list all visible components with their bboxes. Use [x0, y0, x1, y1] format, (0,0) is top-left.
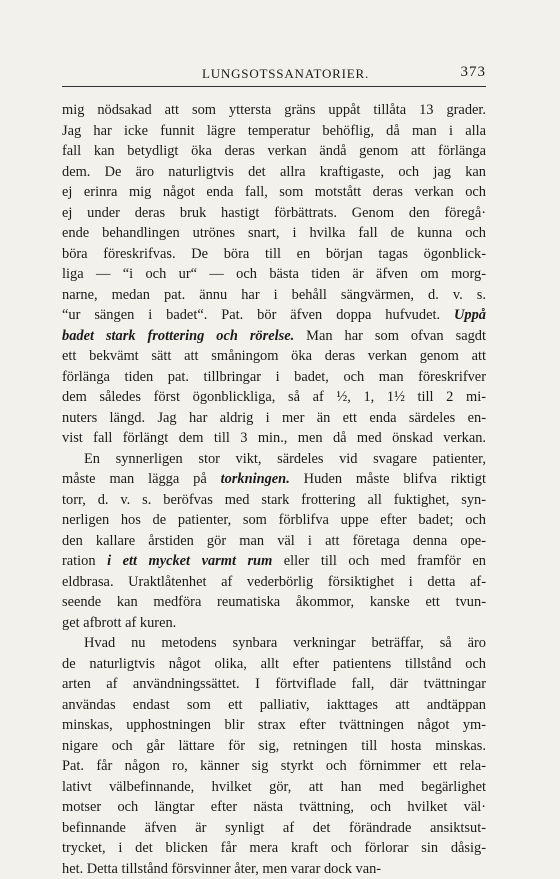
text-line — [62, 633, 486, 654]
text-segment: dem således först ögonblickliga, så af ½, 1, 1½ till 2 mi- — [62, 389, 486, 405]
text-segment: dem. De äro naturligtvis det allra kraftigaste, och jag kan — [62, 164, 486, 180]
page-header — [62, 66, 486, 87]
text-segment: användas endast som ett palliativ, iakttages att andtäppan — [62, 697, 486, 713]
text-segment: torr, d. v. s. beröfvas med stark frottering all fuktighet, syn- — [62, 492, 486, 508]
text-segment: Huden måste blifva riktigt — [290, 471, 486, 487]
text-segment: motser och längtar efter nästa tvättning, och hvilket väl· — [62, 799, 486, 815]
text-line — [62, 387, 486, 408]
page-number: 373 — [461, 64, 487, 81]
text-segment: Man har som ofvan sagdt — [294, 328, 486, 344]
text-segment: befinnande äfven är synligt af det förändrade ansiktsut- — [62, 820, 486, 836]
text-segment: Hvad nu metodens synbara verkningar beträffar, så äro — [84, 635, 486, 651]
text-segment: arten af användningssättet. I förtviflade fall, där tvättningar — [62, 676, 486, 692]
text-segment: ej erinra mig något enda fall, som motstått deras verkan och — [62, 184, 486, 200]
running-title: LUNGSOTSSANATORIER. — [202, 66, 369, 82]
text-segment: nuters längd. Jag har aldrig i mer än ett enda särdeles en- — [62, 410, 486, 426]
emphasized-text: badet stark frottering och rörelse. — [62, 328, 294, 344]
text-segment: måste man lägga på — [62, 471, 221, 487]
text-line — [62, 100, 486, 121]
text-line — [62, 203, 486, 224]
text-line — [62, 531, 486, 552]
emphasized-text: torkningen. — [221, 471, 290, 487]
emphasized-text: Uppå — [454, 307, 486, 323]
text-segment: En synnerligen stor vikt, särdeles vid svagare patienter, — [84, 451, 486, 467]
text-segment: Jag har icke funnit lägre temperatur behöflig, då man i alla — [62, 123, 486, 139]
text-line — [62, 736, 486, 757]
text-line — [62, 408, 486, 429]
text-segment: böra föreskrifvas. De böra till en början tagas ögonblick- — [62, 246, 486, 262]
text-segment: ende behandlingen utrönes snart, i hvilka fall de kunna och — [62, 225, 486, 241]
text-line — [62, 592, 486, 613]
text-line — [62, 182, 486, 203]
text-line — [62, 469, 486, 490]
text-line — [62, 428, 486, 449]
body-text — [62, 100, 486, 879]
text-line — [62, 141, 486, 162]
text-segment: Pat. får någon ro, känner sig styrkt och förnimmer ett rela- — [62, 758, 486, 774]
text-segment: nigare och går lättare för sig, retningen till hosta minskas. — [62, 738, 486, 754]
text-segment: vist fall förlängt dem till 3 min., men då med önskad verkan. — [62, 430, 486, 446]
text-line — [62, 510, 486, 531]
text-line — [62, 244, 486, 265]
text-line — [62, 797, 486, 818]
text-segment: het. Detta tillstånd försvinner åter, men varar dock van- — [62, 861, 381, 877]
text-segment: de naturligtvis något olika, allt efter patientens tillstånd och — [62, 656, 486, 672]
text-segment: lativt välbefinnande, hvilket gör, att han med begärlighet — [62, 779, 486, 795]
text-segment: ett bekvämt sätt att småningom öka deras verkan genom att — [62, 348, 486, 364]
text-line — [62, 715, 486, 736]
text-line — [62, 838, 486, 859]
text-segment: nerligen hos de patienter, som förblifva uppe efter badet; och — [62, 512, 486, 528]
text-segment: trycket, i det blicken får mera kraft och förlorar sin dåsig- — [62, 840, 486, 856]
text-line — [62, 613, 486, 634]
emphasized-text: i ett mycket varmt rum — [107, 553, 272, 569]
text-segment: förlänga tiden pat. tillbringar i badet, och man föreskrifver — [62, 369, 486, 385]
text-line — [62, 695, 486, 716]
text-segment: liga — “i och ur“ — och bästa tiden är äfven om morg- — [62, 266, 486, 282]
text-segment: mig nödsakad att som yttersta gräns uppåt tillåta 13 grader. — [62, 102, 486, 118]
text-line — [62, 223, 486, 244]
text-line — [62, 551, 486, 572]
text-segment: narne, medan pat. ännu har i behåll sängvärmen, d. v. s. — [62, 287, 486, 303]
text-line — [62, 264, 486, 285]
text-line — [62, 674, 486, 695]
text-line — [62, 326, 486, 347]
text-line — [62, 777, 486, 798]
text-line — [62, 305, 486, 326]
text-line — [62, 121, 486, 142]
text-line — [62, 449, 486, 470]
text-segment: eller till och med framför en — [272, 553, 486, 569]
text-line — [62, 859, 486, 879]
text-segment: get afbrott af kuren. — [62, 615, 176, 631]
text-line — [62, 285, 486, 306]
text-segment: eldbrasa. Uraktlåtenhet af vederbörlig försiktighet i detta af- — [62, 574, 486, 590]
text-line — [62, 572, 486, 593]
text-segment: ej under deras bruk hastigt förbättrats. Genom den föregå· — [62, 205, 486, 221]
text-segment: fall kan betydligt öka deras verkan ändå genom att förlänga — [62, 143, 486, 159]
text-segment: den kallare årstiden gör man väl i att företaga denna ope- — [62, 533, 486, 549]
text-line — [62, 490, 486, 511]
text-line — [62, 367, 486, 388]
text-segment: ration — [62, 553, 107, 569]
text-segment: “ur sängen i badet“. Pat. bör äfven doppa hufvudet. — [62, 307, 454, 323]
text-line — [62, 756, 486, 777]
text-line — [62, 654, 486, 675]
text-segment: minskas, upphostningen blir strax efter tvättningen något ym- — [62, 717, 486, 733]
text-segment: seende kan medföra reumatiska åkommor, kanske ett tvun- — [62, 594, 486, 610]
text-line — [62, 162, 486, 183]
text-line — [62, 346, 486, 367]
